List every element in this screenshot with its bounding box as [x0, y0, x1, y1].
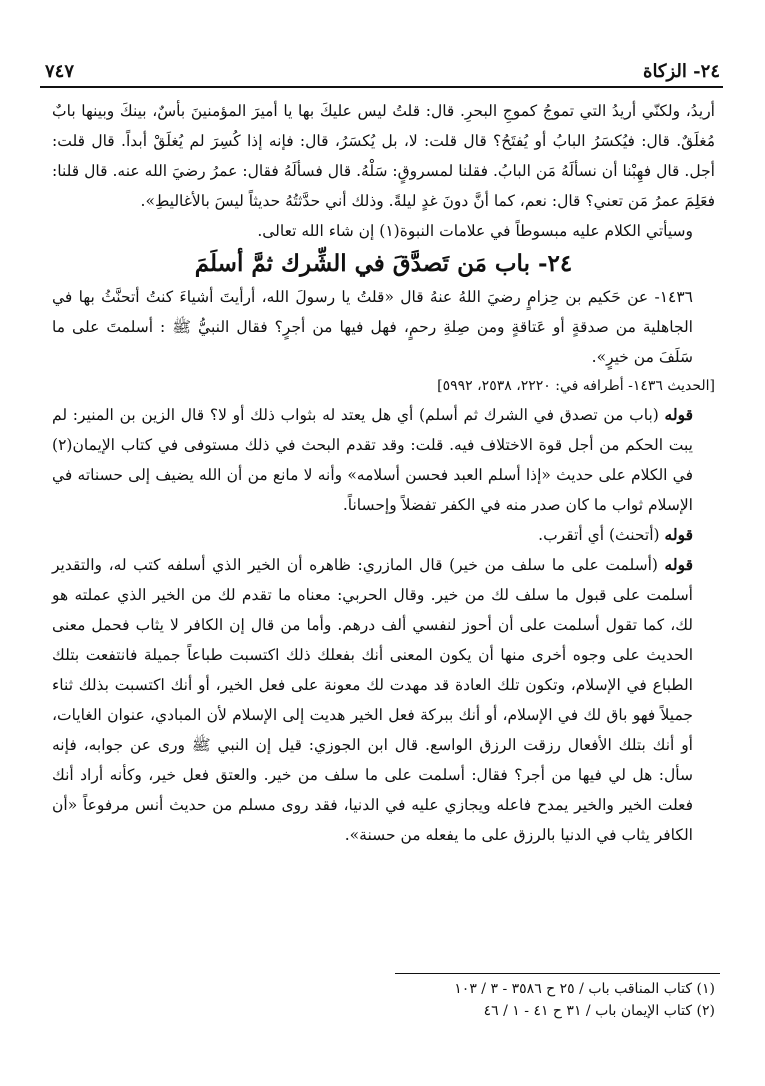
footnote: (١) كتاب المناقب باب / ٢٥ ح ٣٥٨٦ - ٣ / ١٠٣	[454, 981, 715, 997]
main-text	[52, 96, 715, 850]
paragraph: أريدُ، ولكنّي أريدُ التي تموجُ كموجِ البحرِ. قال: قلتُ ليس عليكَ بها يا أميرَ المؤمنينَ بأسٌ، بينكَ وبينها بابٌ مُغلَقٌ. قال: فيُكسَرُ البابُ أو يُفتَحُ؟ قال قلت: لا، بل يُكسَرُ، قال: فإنه إذا كُسِرَ لم يُغلَقْ أبداً. قال قلت: أجل. قال فهِبْنا أن نسألَهُ مَن البابُ. فقلنا لمسروقٍ: سَلْهُ. قال فسألَهُ فقال: عمرُ رضيَ الله عنه. قال قلنا: فعَلِمَ عمرُ مَن تعني؟ قال: نعم، كما أنَّ دونَ غدٍ ليلةً. وذلك أني حدَّثتُهُ حديثاً ليسَ بالأغاليطِ».	[52, 102, 715, 210]
footnote: (٢) كتاب الإيمان باب / ٣١ ح ٤١ - ١ / ٤٦	[483, 1003, 715, 1019]
commentary-text: (أسلمت على ما سلف من خير) قال المازري: ظاهره أن الخير الذي أسلفه كتب له، والتقدير أسلمت على قبول ما سلف لك من خير. وقال الحربي: معناه ما تقدم لك من الخير الذي عملته هو لك، كما تقول أسلمت على أن أحوز لنفسي ألف درهم. وأما من قال إن الكافر لا يثاب فحمل معنى الحديث على وجوه أخرى منها أن يكون المعنى أنك بفعلك ذلك اكتسبت طباعاً جميلة فانتفعت بتلك الطباع في الإسلام، وتكون تلك العادة قد مهدت لك معونة على فعل الخير، أو أنك اكتسبت بذلك ثناء جميلاً فهو باق لك في الإسلام، أو أنك ببركة فعل الخير هديت إلى الإسلام لأن المبادي، عنوان الغايات، أو أنك بتلك الأفعال رزقت الرزق الواسع. قال ابن الجوزي: قيل إن النبي ﷺ ورى عن جوابه، فإنه سأل: هل لي فيها من أجر؟ فقال: أسلمت على ما سلف من خير. والعتق فعل خير، وكأنه أراد أنك فعلت الخير والخير يمدح فاعله ويجازي عليه في الدنيا، فقد روى مسلم من حديث أنس مرفوعاً «أن الكافر يثاب في الدنيا بالرزق على ما يفعله من حسنة».	[52, 556, 693, 844]
commentary-text: (أتحنث) أي أتقرب.	[538, 526, 660, 544]
chapter-title: ٢٤- الزكاة	[643, 61, 720, 82]
hadith-text: ١٤٣٦- عن حَكيم بن حِزامٍ رضيَ اللهُ عنهُ قال «قلتُ يا رسولَ الله، أرأيتَ أشياءَ كنتُ أتحنَّثُ بها في الجاهلية من صدقةٍ أو عَتاقةٍ ومن صِلةِ رحمٍ، فهل فيها من أجرٍ؟ فقال النبيُّ ﷺ : أسلمتَ على ما سَلَفَ من خيرٍ».	[52, 288, 693, 366]
section-heading: ٢٤- باب مَن تَصدَّقَ في الشِّرك ثمَّ أسلَمَ	[194, 250, 573, 277]
commentary-lead: قوله	[664, 525, 693, 544]
hadith-reference: [الحديث ١٤٣٦- أطرافه في: ٢٢٢٠، ٢٥٣٨، ٥٩٩٢]	[437, 378, 715, 394]
footnotes	[395, 978, 715, 1022]
page-number: ٧٤٧	[45, 61, 75, 82]
commentary-lead: قوله	[664, 405, 693, 424]
paragraph: وسيأتي الكلام عليه مبسوطاً في علامات النبوة(١) إن شاء الله تعالى.	[257, 222, 693, 240]
header-rule	[40, 86, 723, 88]
commentary-lead: قوله	[664, 555, 693, 574]
running-head	[45, 58, 720, 82]
commentary-paragraph	[52, 400, 715, 520]
commentary-paragraph	[52, 520, 715, 550]
commentary-paragraph	[52, 550, 715, 850]
commentary-text: (باب من تصدق في الشرك ثم أسلم) أي هل يعتد له بثواب ذلك أو لا؟ قال الزين بن المنير: لم يبت الحكم من أجل قوة الاختلاف فيه. قلت: وقد تقدم البحث في ذلك مستوفى في كتاب الإيمان(٢) في الكلام على حديث «إذا أسلم العبد فحسن أسلامه» وأنه لا مانع من أن الله يضيف إلى حسناته في الإسلام ثواب ما كان صدر منه في الكفر تفضلاً وإحساناً.	[52, 406, 693, 514]
footnote-rule	[395, 973, 720, 974]
